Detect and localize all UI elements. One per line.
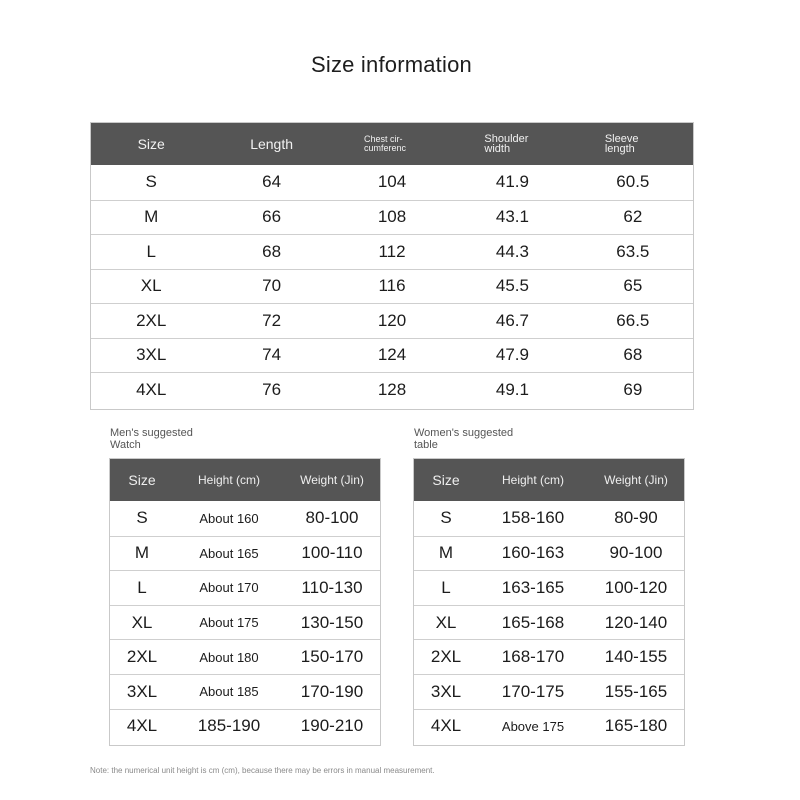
table-row <box>91 338 693 373</box>
cell-chest: 128 <box>377 379 407 399</box>
women-header-size: Size <box>432 472 460 488</box>
table-row <box>91 200 693 235</box>
table-row <box>91 234 693 269</box>
cell-shoulder: 46.7 <box>495 310 529 330</box>
cell-size: 3XL <box>126 681 158 701</box>
cell-size: 2XL <box>126 647 158 667</box>
women-table-body <box>414 501 684 743</box>
cell-shoulder: 47.9 <box>495 345 529 365</box>
cell-height: 158-160 <box>501 508 565 528</box>
table-row <box>91 269 693 304</box>
table-row <box>414 501 684 536</box>
cell-weight: 80-100 <box>305 508 359 528</box>
cell-size: XL <box>435 612 457 632</box>
cell-weight: 100-120 <box>604 577 668 597</box>
table-row <box>414 536 684 571</box>
cell-height: 170-175 <box>501 681 565 701</box>
men-table-header <box>110 459 380 501</box>
women-header-height: Height (cm) <box>501 473 564 487</box>
cell-length: 70 <box>262 276 282 296</box>
cell-weight: 140-155 <box>604 647 668 667</box>
women-caption: Women's suggested table <box>414 427 514 451</box>
cell-chest: 112 <box>378 241 406 261</box>
table-row <box>414 709 684 744</box>
cell-weight: 90-100 <box>609 543 663 563</box>
men-caption: Men's suggested Watch <box>110 427 193 451</box>
table-row <box>110 501 380 536</box>
cell-sleeve: 62 <box>623 207 643 227</box>
cell-height: About 185 <box>199 684 259 700</box>
cell-height: 163-165 <box>501 577 565 597</box>
women-header-weight: Weight (Jin) <box>604 473 668 487</box>
cell-chest: 124 <box>377 345 407 365</box>
cell-shoulder: 44.3 <box>495 241 529 261</box>
table-row <box>414 639 684 674</box>
cell-height: About 180 <box>199 649 259 665</box>
cell-size: 4XL <box>430 716 462 736</box>
cell-weight: 165-180 <box>604 716 668 736</box>
cell-shoulder: 49.1 <box>495 379 529 399</box>
table-row <box>110 674 380 709</box>
cell-size: L <box>146 241 156 261</box>
table-row <box>91 303 693 338</box>
cell-chest: 120 <box>377 310 407 330</box>
cell-weight: 170-190 <box>300 681 364 701</box>
table-row <box>91 165 693 200</box>
cell-size: S <box>145 172 157 192</box>
cell-weight: 80-90 <box>614 508 658 528</box>
cell-size: L <box>441 577 451 597</box>
cell-sleeve: 63.5 <box>616 241 650 261</box>
cell-chest: 108 <box>377 207 407 227</box>
cell-size: S <box>136 508 148 528</box>
cell-shoulder: 43.1 <box>495 207 529 227</box>
men-table-body <box>110 501 380 743</box>
header-shoulder <box>452 123 572 165</box>
men-header-weight: Weight (Jin) <box>300 473 364 487</box>
cell-size: 3XL <box>430 681 462 701</box>
size-table-body <box>91 165 693 407</box>
men-header-height: Height (cm) <box>197 473 260 487</box>
cell-height: About 175 <box>199 615 259 631</box>
cell-height: About 170 <box>199 580 259 596</box>
table-row <box>110 605 380 640</box>
header-chest-label: Chest cir- cumferenc <box>364 134 407 153</box>
table-row <box>110 639 380 674</box>
cell-length: 66 <box>262 207 282 227</box>
cell-length: 64 <box>262 172 282 192</box>
cell-sleeve: 65 <box>623 276 643 296</box>
header-sleeve-label: Sleeve length <box>604 133 639 155</box>
table-row <box>414 674 684 709</box>
header-length: Length <box>250 136 294 152</box>
cell-size: L <box>137 577 147 597</box>
cell-sleeve: 69 <box>623 379 643 399</box>
measurement-note: Note: the numerical unit height is cm (cm), because there may be errors in manual measurement. <box>90 766 435 775</box>
cell-size: S <box>440 508 452 528</box>
cell-height: 160-163 <box>501 543 565 563</box>
table-row <box>110 536 380 571</box>
cell-shoulder: 45.5 <box>495 276 529 296</box>
cell-size: 2XL <box>136 310 167 330</box>
table-row <box>110 570 380 605</box>
cell-weight: 100-110 <box>301 543 363 563</box>
cell-sleeve: 68 <box>623 345 643 365</box>
cell-size: 4XL <box>136 379 167 399</box>
size-table <box>90 122 694 410</box>
header-sleeve <box>573 123 693 165</box>
cell-size: M <box>438 543 454 563</box>
cell-weight: 130-150 <box>300 612 364 632</box>
cell-size: XL <box>131 612 153 632</box>
cell-length: 68 <box>262 241 282 261</box>
women-table <box>413 458 685 746</box>
cell-sleeve: 60.5 <box>616 172 650 192</box>
size-table-header <box>91 123 693 165</box>
cell-sleeve: 66.5 <box>616 310 650 330</box>
cell-height: 165-168 <box>501 612 565 632</box>
cell-size: XL <box>140 276 162 296</box>
cell-height: Above 175 <box>501 718 565 734</box>
header-chest <box>332 123 452 165</box>
cell-weight: 155-165 <box>604 681 668 701</box>
cell-size: 4XL <box>126 716 158 736</box>
cell-height: 168-170 <box>501 647 565 667</box>
men-header-size: Size <box>128 472 156 488</box>
cell-length: 72 <box>262 310 282 330</box>
table-row <box>110 709 380 744</box>
cell-length: 76 <box>262 379 282 399</box>
cell-height: 185-190 <box>197 716 261 736</box>
table-row <box>91 372 693 407</box>
header-size: Size <box>137 136 165 152</box>
cell-weight: 110-130 <box>301 577 363 597</box>
cell-size: 3XL <box>136 345 167 365</box>
cell-weight: 120-140 <box>604 612 668 632</box>
cell-size: M <box>134 543 150 563</box>
cell-chest: 116 <box>378 276 406 296</box>
men-table <box>109 458 381 746</box>
table-row <box>414 570 684 605</box>
cell-weight: 190-210 <box>300 716 364 736</box>
cell-height: About 160 <box>199 510 259 526</box>
cell-weight: 150-170 <box>300 647 364 667</box>
cell-shoulder: 41.9 <box>495 172 529 192</box>
cell-height: About 165 <box>199 545 259 561</box>
women-table-header <box>414 459 684 501</box>
cell-size: 2XL <box>430 647 462 667</box>
table-row <box>414 605 684 640</box>
cell-chest: 104 <box>377 172 407 192</box>
cell-size: M <box>144 207 159 227</box>
header-shoulder-label: Shoulder width <box>484 133 529 155</box>
page-title: Size information <box>311 52 472 77</box>
cell-length: 74 <box>262 345 282 365</box>
